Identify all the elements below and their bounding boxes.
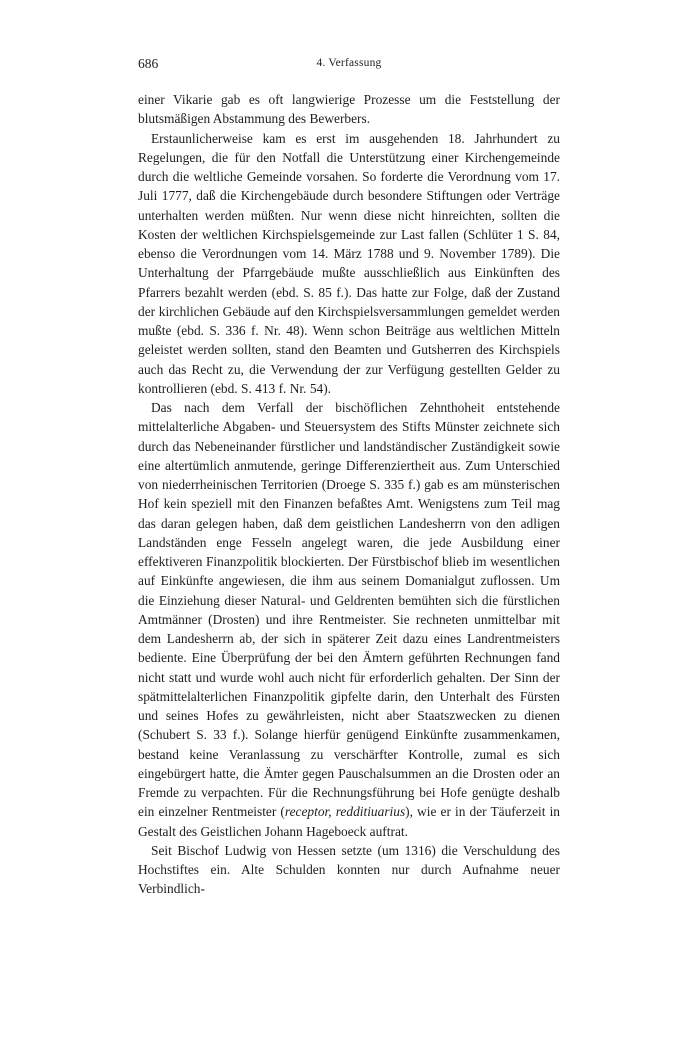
body-text	[138, 90, 560, 899]
book-page	[138, 0, 560, 1040]
paragraph-4: Seit Bischof Ludwig von Hessen setzte (um 1316) die Verschuldung des Hochstiftes ein. Alte Schulden konnten nur durch Aufnahme neuer Verbindlich-	[138, 842, 560, 897]
paragraph-3-text-end: ), wie er in der Täuferzeit in Gestalt des Geistlichen Johann Hageboeck auftrat.	[138, 804, 560, 839]
paragraph-3	[138, 398, 560, 841]
latin-term: receptor, redditiuarius	[284, 804, 406, 820]
running-head	[138, 56, 560, 76]
page-number: 686	[138, 56, 159, 71]
chapter-title: 4. Verfassung	[316, 57, 382, 69]
paragraph-3-text: Das nach dem Verfall der bischöflichen Zehnthoheit entstehende mittelalterliche Abgaben- und Steuersystem des Stifts Münster zeichnete sich durch das Nebeneinander fürstlicher und landständischer Zuständigkeit sowie eine altertümlich anmutende, geringe Differenziertheit aus. Zum Unterschied von niederrheinischen Territorien (Droege S. 335 f.) gab es am münsterischen Hof kein speziell mit den Finanzen befaßtes Amt. Wenigstens zum Teil mag das daran gelegen haben, daß dem geistlichen Landesherrn von den adligen Landständen enge Fesseln angelegt waren, die jede Ausbildung einer effektiveren Finanzpolitik blockierten. Der Fürstbischof blieb im wesentlichen auf Einkünfte angewiesen, die ihm aus seinem Domanialgut zuflossen. Um die Einziehung dieser Natural- und Geldrenten bemühten sich die fürstlichen Amtmänner (Drosten) und ihre Rentmeister. Sie rechneten unmittelbar mit dem Landesherrn ab, der sich in späterer Zeit dazu eines Landrentmeisters bediente. Eine Überprüfung der bei den Ämtern geführten Rechnungen fand nicht statt und wurde wohl auch nicht für erforderlich gehalten. Der Sinn der spätmittelalterlichen Finanzpolitik gipfelte darin, den Unterhalt des Fürsten und seines Hofes zu gewährleisten, nicht aber Staatszwecken zu dienen (Schubert S. 33 f.). Solange hierfür genügend Einkünfte zusammenkamen, bestand keine Veranlassung zu verschärfter Kontrolle, zumal es sich eingebürgert hatte, die Ämter gegen Pauschalsummen an die Drosten oder an Fremde zu verpachten. Für die Rechnungsführung bei Hofe genügte deshalb ein einzelner Rentmeister (	[138, 400, 560, 820]
paragraph-2: Erstaunlicherweise kam es erst im ausgehenden 18. Jahrhundert zu Regelungen, die für den Notfall die Unterstützung einer Kirchengemeinde durch die weltliche Gemeinde vorsahen. So forderte die Verordnung vom 17. Juli 1777, daß die Kirchengebäude durch besondere Stiftungen oder Verträge unterhalten werden müßten. Nur wenn diese nicht hinreichten, sollten die Kosten der weltlichen Kirchspielsgemeinde zur Last fallen (Schlüter 1 S. 84, ebenso die Verordnungen vom 14. März 1788 und 9. November 1789). Die Unterhaltung der Pfarrgebäude mußte ausschließlich aus Einkünften des Pfarrers bezahlt werden (ebd. S. 85 f.). Das hatte zur Folge, daß der Zustand der kirchlichen Gebäude auf den Kirchspielsversammlungen gemeldet werden mußte (ebd. S. 336 f. Nr. 48). Wenn schon Beiträge aus weltlichen Mitteln geleistet werden sollten, stand den Beamten und Gutsherren des Kirchspiels auch das Recht zu, die Verwendung der zur Verfügung gestellten Gelder zu kontrollieren (ebd. S. 413 f. Nr. 54).	[138, 130, 560, 396]
paragraph-1: einer Vikarie gab es oft langwierige Prozesse um die Feststellung der blutsmäßigen Abstammung des Bewerbers.	[138, 92, 560, 127]
